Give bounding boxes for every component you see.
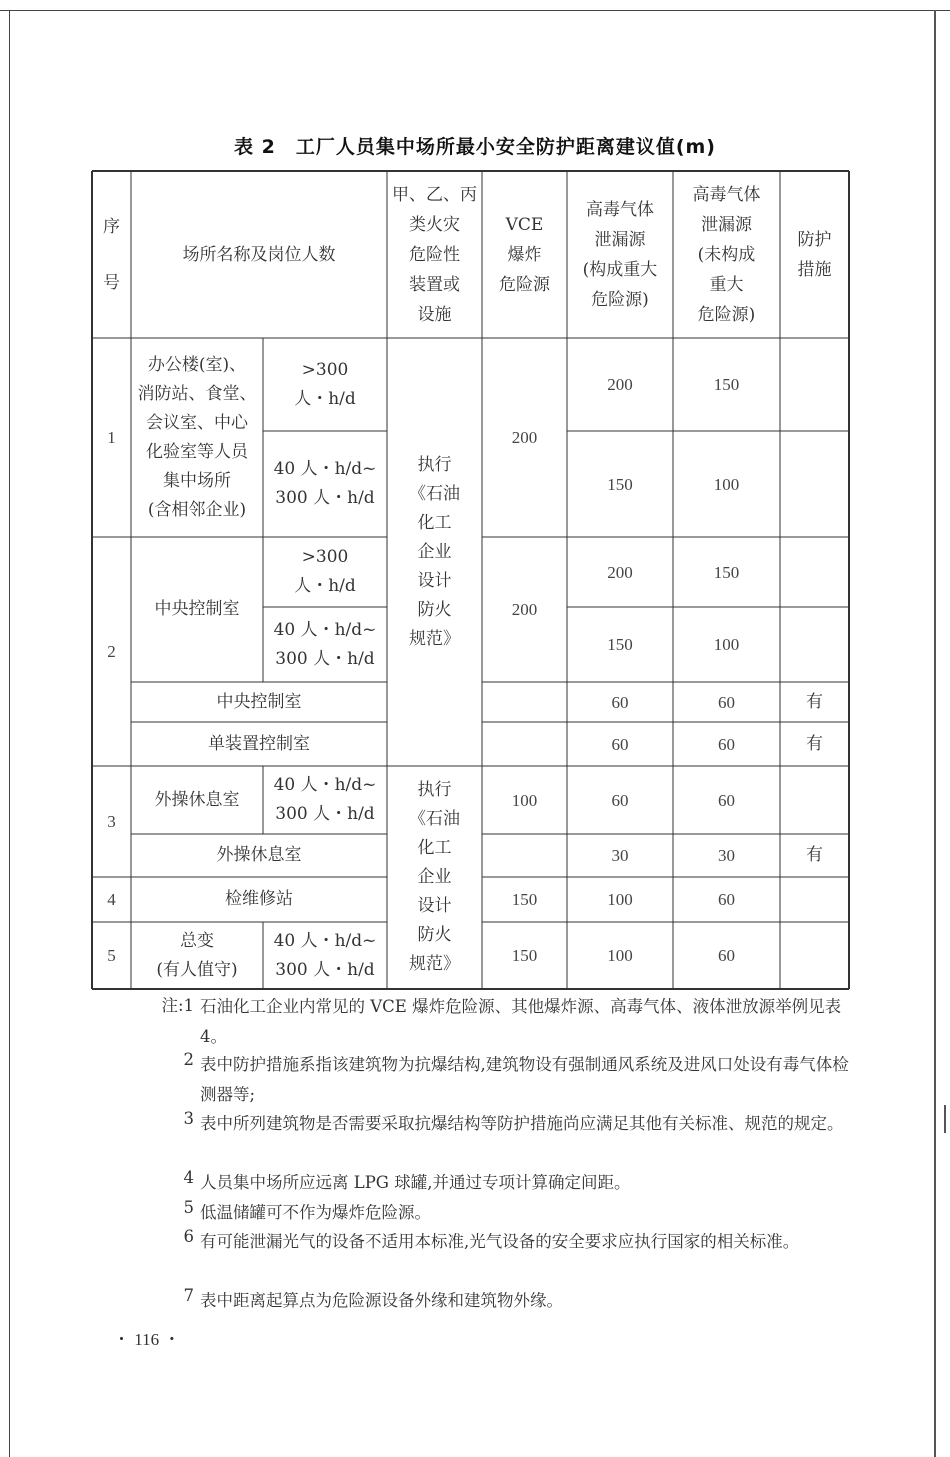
seq-cell: 4	[107, 890, 116, 909]
header-place: 场所名称及岗位人数	[182, 244, 336, 265]
toxic-major-cell: 100	[607, 890, 633, 909]
seq-cell: 3	[107, 812, 116, 831]
header-seq: 序 号	[103, 216, 120, 293]
place-cell: 单装置控制室	[208, 733, 310, 754]
toxic-minor-cell: 60	[718, 890, 735, 909]
toxic-minor-cell: 60	[718, 692, 735, 712]
toxic-minor-cell: 150	[713, 562, 740, 582]
vce-cell: 150	[511, 890, 538, 909]
note-text: 人员集中场所应远离 LPG 球罐,并通过专项计算确定间距。	[200, 1173, 631, 1192]
note-text: 表中所列建筑物是否需要采取抗爆结构等防护措施尚应满足其他有关标准、规范的规定。	[200, 1114, 844, 1133]
people-cell: 40 人・h/d~ 300 人・h/d	[273, 459, 377, 508]
note-text: 有可能泄漏光气的设备不适用本标准,光气设备的安全要求应执行国家的相关标准。	[200, 1232, 800, 1251]
header-vce: VCE 爆炸 危险源	[499, 214, 550, 295]
toxic-major-cell: 200	[607, 375, 633, 394]
place-cell: 检维修站	[225, 889, 293, 909]
fire-hazard-cell: 执行 《石油 化工 企业 设计 防火 规范》	[409, 780, 460, 974]
place-cell: 办公楼(室)、 消防站、食堂、 会议室、中心 化验室等人员 集中场所 (含相邻企业)	[137, 354, 257, 520]
page-edge-mark	[944, 1105, 946, 1133]
place-cell: 外操休息室	[216, 845, 302, 865]
note-text: 石油化工企业内常见的 VCE 爆炸危险源、其他爆炸源、高毒气体、液体泄放源举例见表 4。	[200, 997, 842, 1046]
toxic-minor-cell: 60	[718, 734, 735, 754]
people-cell: >300 人・h/d	[294, 547, 356, 596]
people-cell: 40 人・h/d~ 300 人・h/d	[273, 619, 377, 669]
note-text: 表中防护措施系指该建筑物为抗爆结构,建筑物设有强制通风系统及进风口处设有毒气体检测器等;	[200, 1055, 849, 1104]
note-number: 6	[183, 1227, 194, 1246]
note-text: 低温储罐可不作为爆炸危险源。	[200, 1203, 431, 1222]
toxic-major-cell: 150	[607, 635, 633, 654]
people-cell: 40 人・h/d~ 300 人・h/d	[273, 775, 377, 824]
place-cell: 中央控制室	[154, 599, 240, 619]
toxic-major-cell: 60	[611, 790, 629, 810]
note-number: 5	[183, 1198, 194, 1217]
fire-hazard-cell: 执行 《石油 化工 企业 设计 防火 规范》	[409, 454, 460, 649]
place-cell: 外操休息室	[154, 789, 240, 810]
note-number: 3	[183, 1109, 194, 1128]
toxic-major-cell: 100	[607, 946, 633, 965]
note-text: 表中距离起算点为危险源设备外缘和建筑物外缘。	[200, 1291, 563, 1310]
header-toxic-minor: 高毒气体 泄漏源 (未构成 重大 危险源)	[692, 184, 761, 325]
toxic-major-cell: 150	[607, 474, 633, 494]
vce-cell: 200	[511, 428, 538, 447]
table-title: 表 2 工厂人员集中场所最小安全防护距离建议值(m)	[233, 136, 716, 158]
header-toxic-major: 高毒气体 泄漏源 (构成重大 危险源)	[582, 199, 658, 310]
toxic-minor-cell: 60	[718, 946, 735, 965]
place-cell: 总变 (有人值守)	[156, 930, 238, 980]
note-number: 4	[183, 1168, 194, 1187]
toxic-major-cell: 60	[611, 734, 629, 754]
protection-cell: 有	[806, 845, 823, 865]
toxic-minor-cell: 30	[718, 846, 735, 865]
note-number: 2	[183, 1050, 194, 1069]
place-cell: 中央控制室	[216, 691, 302, 712]
vce-cell: 200	[511, 600, 538, 619]
toxic-minor-cell: 100	[713, 474, 740, 494]
seq-cell: 1	[107, 428, 116, 447]
note-number: 7	[183, 1286, 194, 1305]
people-cell: 40 人・h/d~ 300 人・h/d	[273, 930, 377, 980]
note-number: 注:1	[161, 996, 194, 1015]
toxic-minor-cell: 100	[713, 635, 740, 654]
vce-cell: 100	[511, 790, 538, 810]
seq-cell: 2	[107, 642, 116, 661]
toxic-major-cell: 200	[607, 562, 633, 582]
toxic-minor-cell: 60	[718, 790, 735, 810]
header-fire-hazard: 甲、乙、丙 类火灾 危险性 装置或 设施	[392, 184, 477, 325]
toxic-major-cell: 30	[611, 846, 629, 865]
toxic-major-cell: 60	[611, 692, 629, 712]
people-cell: >300 人・h/d	[294, 359, 356, 409]
header-protection: 防护 措施	[797, 229, 832, 280]
page-number: ・ 116 ・	[113, 1330, 181, 1349]
protection-cell: 有	[806, 733, 823, 754]
seq-cell: 5	[107, 946, 116, 965]
vce-cell: 150	[511, 946, 538, 965]
toxic-minor-cell: 150	[713, 375, 740, 394]
protection-cell: 有	[806, 691, 823, 712]
